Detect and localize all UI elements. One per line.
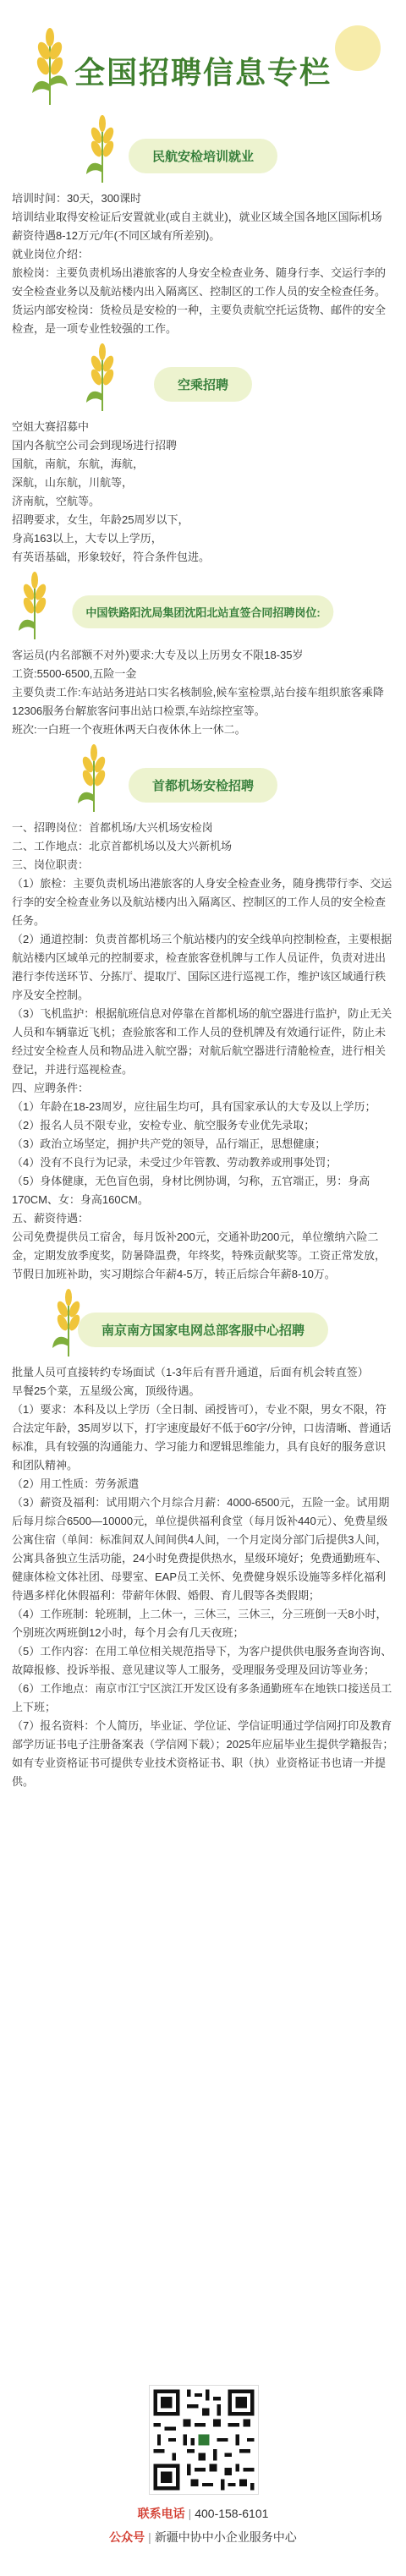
text-line: 二、工作地点：北京首都机场以及大兴新机场 [12, 840, 233, 852]
text-line: 薪资待遇8-12万元/年(不同区域有所差别)。 [12, 229, 221, 242]
text-line: （6）工作地点：南京市江宁区滨江开发区设有多条通勤班车在地铁口接送员工上下班； [12, 1682, 392, 1713]
section-header [0, 748, 406, 819]
wechat-account-name: 新疆中协中小企业服务中心 [154, 2530, 297, 2544]
text-line: 工资:5500-6500,五险一金 [12, 667, 137, 680]
text-line: 国航，南航，东航，海航， [12, 458, 145, 470]
phone-number[interactable]: 400-158-6101 [195, 2507, 269, 2520]
text-line: 班次:一白班一个夜班休两天白夜休休上一休二。 [12, 723, 246, 736]
text-line: 四、应聘条件： [12, 1082, 90, 1094]
text-line: 批量人员可直接转约专场面试（1-3年后有晋升通道，后面有机会转直签） [12, 1366, 369, 1378]
section-content [0, 1363, 406, 1791]
text-line: 招聘要求，女生，年龄25周岁以下， [12, 513, 189, 526]
text-line: （5）身体健康，无色盲色弱，身材比例协调，匀称，五官端正，男：身高170CM、女：身高160CM。 [12, 1175, 370, 1206]
text-line: （2）用工性质：劳务派遣 [12, 1477, 140, 1490]
wheat-icon [85, 113, 120, 184]
wheat-icon [76, 743, 112, 814]
text-line: 空姐大赛招募中 [12, 420, 90, 433]
qr-code-icon [150, 2386, 258, 2494]
text-line: 客运员(内名部额不对外)要求:大专及以上历男女不限18-35岁 [12, 649, 304, 661]
text-line: （4）没有不良行为记录，未受过少年管教、劳动教养或刑事处罚； [12, 1156, 337, 1169]
section-badge: 空乘招聘 [154, 367, 252, 402]
section-header [0, 575, 406, 646]
text-line: 主要负责工作:车站站务进站口实名核制验,候车室检票,站台接车组织旅客乘降 [12, 686, 384, 699]
text-line: 身高163以上，大专以上学历， [12, 532, 162, 545]
text-line: 有英语基础，形象较好，符合条件包进。 [12, 551, 211, 563]
wechat-label: 公众号 [109, 2530, 145, 2544]
section-content [0, 646, 406, 739]
wechat-line [0, 2529, 406, 2546]
section-content [0, 819, 406, 1284]
section-header [0, 118, 406, 189]
text-line: （3）薪资及福利：试用期六个月综合月薪：4000-6500元，五险一金。试用期后每月综合6500—10000元，单位提供福利食堂（每月饭补440元）、免费星级公寓住宿（单间：标准间双人间间供4人间，一个月定岗分部门后提供3人间，公寓具备独立生活功能，24小时免费提供热水，星级环境好；免费通勤班车、健康体检文体社团、母婴室、EAP员工关怀、免费健身娱乐设施等多样化福利待遇多样化休假福利：带薪年休假、婚假、育儿假等各类假期； [12, 1496, 390, 1602]
section-badge: 中国铁路阳沈局集团沈阳北站直签合同招聘岗位: [72, 595, 333, 628]
section-state-grid [0, 1292, 406, 1791]
text-line: 济南航，空航等。 [12, 495, 101, 507]
text-line: （7）报名资料：个人简历，毕业证、学位证、学信证明通过学信网打印及教育部学历证书电子注册备案表（学信网下载）；2025年应届毕业生提供学籍报告；如有专业资格证书可提供专业技术资格证书、职（执）业资格证书也请一并提供。 [12, 1719, 394, 1788]
text-line: 12306服务台解旅客问事出站口检票,车站综控室等。 [12, 704, 266, 717]
section-content [0, 189, 406, 338]
text-line: （1）要求：本科及以上学历（全日制、函授皆可），专业不限，男女不限，符合法定年龄，35周岁以下，打字速度最好不低于60字/分钟，口齿清晰、普通话标准，具有较强的沟通能力、学习能力和逻辑思维能力，具有良好的服务意识和团队精神。 [12, 1403, 392, 1472]
wheat-icon [85, 342, 120, 413]
text-line: 培训时间：30天，300课时 [12, 192, 142, 205]
section-header [0, 1292, 406, 1363]
text-line: （2）通道控制：负责首都机场三个航站楼内的安全线单向控制检查，主要根据航站楼内区域单元的控制要求，检查旅客登机牌与工作人员证件，负责对进出港行李传送环节、分拣厅、提取厅、国际区进行巡视工作，维护该区域通行秩序及安全控制。 [12, 933, 392, 1001]
section-badge: 南京南方国家电网总部客服中心招聘 [78, 1313, 328, 1347]
section-capital-airport [0, 748, 406, 1284]
text-line: （1）年龄在18-23周岁，应往届生均可，具有国家承认的大专及以上学历； [12, 1100, 376, 1113]
text-line: （2）报名人员不限专业，安检专业、航空服务专业优先录取； [12, 1119, 315, 1132]
text-line: 五、薪资待遇： [12, 1212, 90, 1225]
text-line: 培训结业取得安检证后安置就业(或自主就业)，就业区域全国各地区国际机场 [12, 211, 382, 223]
text-line: （5）工作内容：在用工单位相关规范指导下，为客户提供供电服务查询咨询、故障报修、投诉举报、意见建议等人工服务，受理服务受理及回访等业务； [12, 1645, 392, 1676]
section-flight-attendant [0, 347, 406, 567]
text-line: 公司免费提供员工宿舍，每月饭补200元，交通补助200元，单位缴纳六险二金，定期发放季度奖，防暑降温费，年终奖，特殊贡献奖等。工资正常发放，节假日加班补助，实习期综合年薪4-5万，转正后综合年薪8-10万。 [12, 1230, 387, 1280]
contact-label: 联系电话 [137, 2507, 185, 2520]
qr-code [149, 2385, 259, 2495]
text-line: （3）飞机监护：根据航班信息对停靠在首都机场的航空器进行监护，防止无关人员和车辆靠近飞机；查验旅客和工作人员的登机牌及有效通行证件，防止未经过安全检查人员和物品进入航空器；对航后航空器进行清舱检查，进行相关登记，并进行巡视检查。 [12, 1007, 392, 1076]
text-line: 就业岗位介绍： [12, 248, 90, 260]
section-content [0, 418, 406, 567]
text-line: 一、招聘岗位：首都机场/大兴机场安检岗 [12, 821, 213, 834]
page-title: 全国招聘信息专栏 [74, 55, 332, 90]
section-railway [0, 575, 406, 739]
separator: | [188, 2507, 192, 2520]
text-line: 国内各航空公司会到现场进行招聘 [12, 439, 178, 452]
text-line: 早餐25个菜，五星级公寓，顶级待遇。 [12, 1384, 200, 1397]
text-line: （3）政治立场坚定，拥护共产党的领导，品行端正，思想健康； [12, 1137, 326, 1150]
header [0, 0, 406, 118]
text-line: 深航，山东航，川航等， [12, 476, 134, 489]
text-line: 旅检岗：主要负责机场出港旅客的人身安全检查业务、随身行李、交运行李的安全检查业务以及航站楼内出入隔离区、控制区的工作人员的安全检查任务。 [12, 266, 387, 298]
section-header [0, 347, 406, 418]
text-line: 货运内部安检岗：货检员是安检的一种，主要负责航空托运货物、邮件的安全检查，是一项专业性较强的工作。 [12, 304, 387, 335]
text-line: （4）工作班制：轮班制，上二休一，三休三，三休三，分三班倒一天8小时，个别班次两班倒12小时，每个月会有几天夜班； [12, 1608, 387, 1639]
separator: | [148, 2530, 151, 2544]
contact-line [0, 2505, 406, 2522]
text-line: 三、岗位职责： [12, 858, 90, 871]
section-aviation-security [0, 118, 406, 338]
wheat-icon [17, 570, 52, 641]
section-badge: 首都机场安检招聘 [129, 768, 277, 803]
text-line: （1）旅检：主要负责机场出港旅客的人身安全检查业务，随身携带行李、交运行李的安全检查业务以及航站楼内出入隔离区、控制区的工作人员的安全检查任务。 [12, 877, 392, 927]
section-badge: 民航安检培训就业 [129, 139, 277, 173]
